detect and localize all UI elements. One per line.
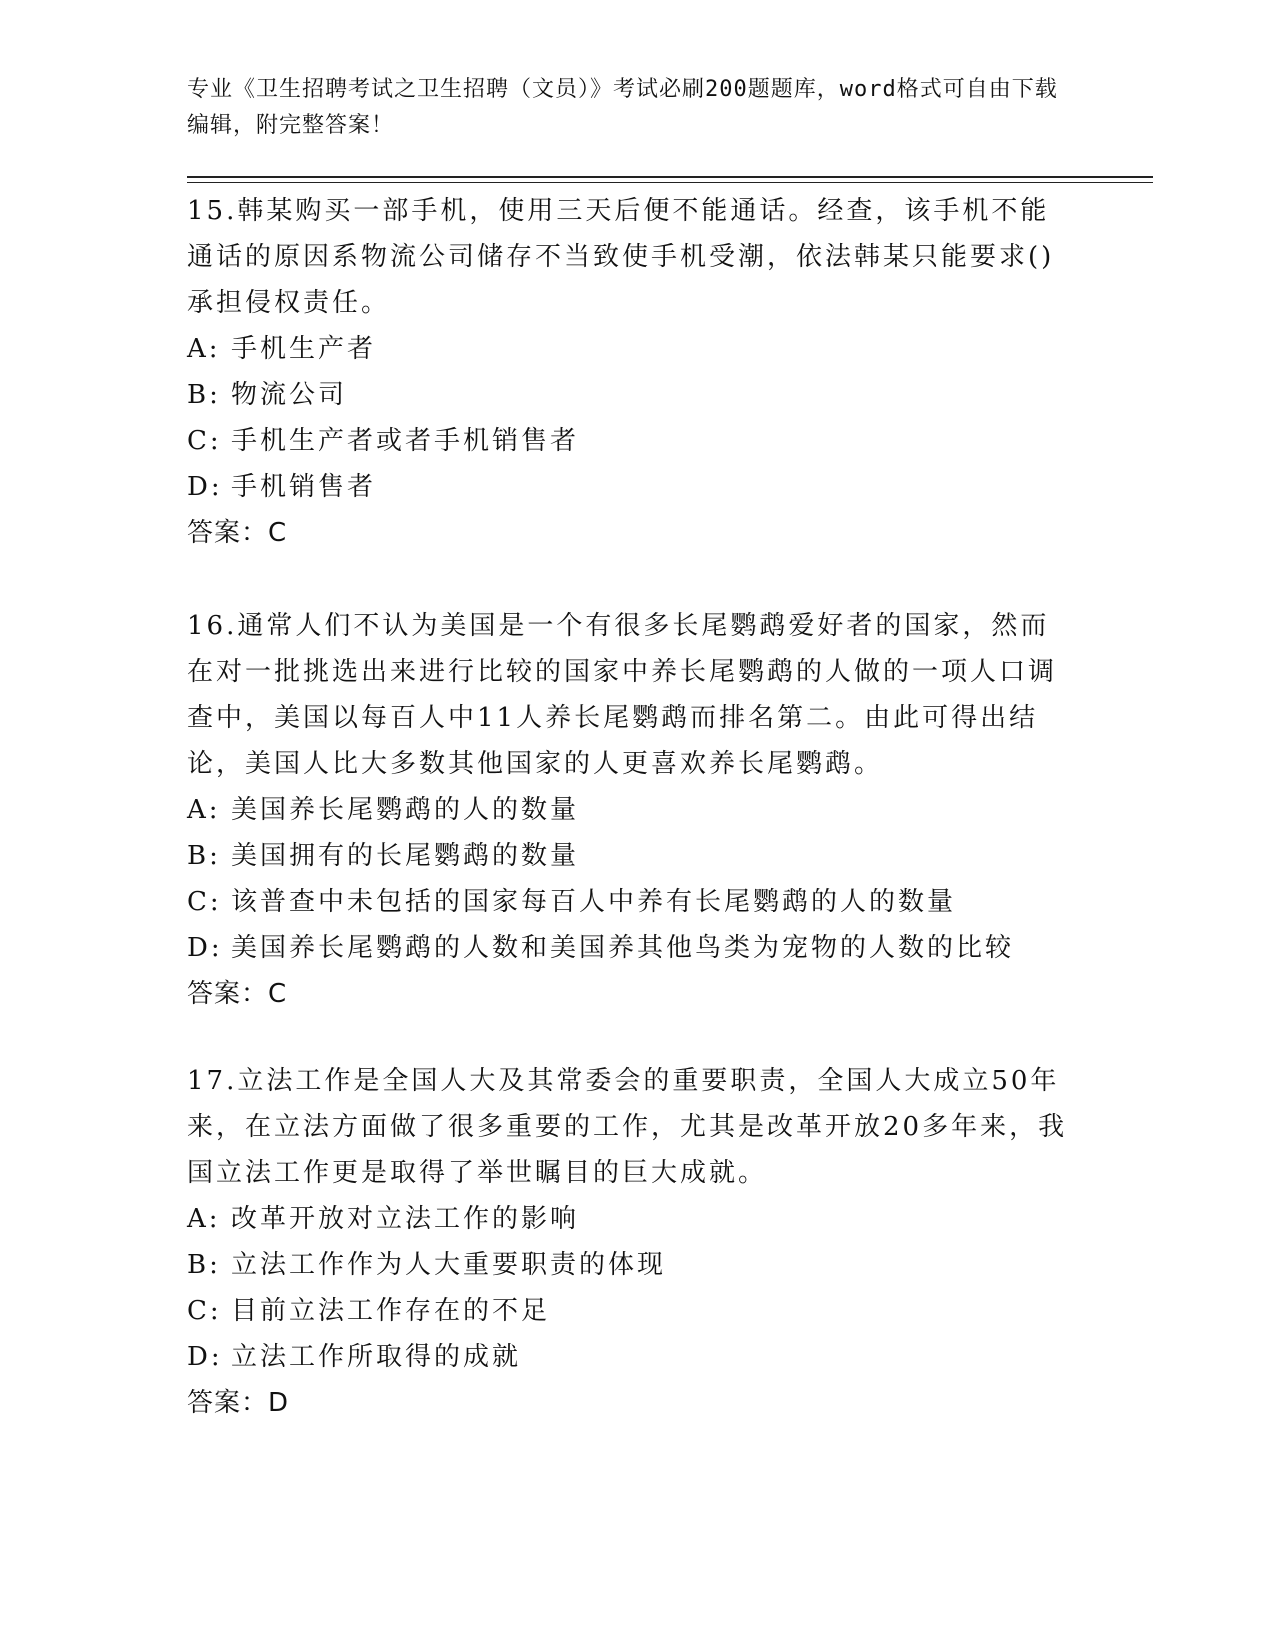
option-text: 物流公司	[231, 380, 348, 410]
option-b	[187, 372, 1077, 418]
question-16	[187, 603, 1077, 1017]
header-intro-text: 专业《卫生招聘考试之卫生招聘（文员）》考试必刷200题题库，word格式可自由下载编辑，附完整答案！	[187, 77, 1058, 138]
option-key: B:	[187, 380, 221, 410]
option-key: D:	[187, 1342, 223, 1372]
question-stem: 17.立法工作是全国人大及其常委会的重要职责，全国人大成立50年来，在立法方面做了很多重要的工作，尤其是改革开放20多年来，我国立法工作更是取得了举世瞩目的巨大成就。	[187, 1066, 1068, 1188]
header-divider-thin	[187, 182, 1153, 183]
option-b	[187, 833, 1077, 879]
option-c	[187, 1288, 1077, 1334]
question-17	[187, 1058, 1077, 1426]
option-a	[187, 326, 1077, 372]
option-key: D:	[187, 472, 223, 502]
header-divider-thick	[187, 176, 1153, 178]
question-stem: 15.韩某购买一部手机，使用三天后便不能通话。经查，该手机不能通话的原因系物流公司储存不当致使手机受潮，依法韩某只能要求()承担侵权责任。	[187, 196, 1055, 318]
option-text: 美国养长尾鹦鹉的人的数量	[231, 795, 580, 825]
option-text: 立法工作作为人大重要职责的体现	[231, 1250, 667, 1280]
option-d	[187, 1334, 1077, 1380]
option-text: 目前立法工作存在的不足	[231, 1296, 551, 1326]
option-d	[187, 464, 1077, 510]
option-key: B:	[187, 841, 221, 871]
option-text: 该普查中未包括的国家每百人中养有长尾鹦鹉的人的数量	[231, 887, 957, 917]
answer-line: 答案：C	[187, 979, 288, 1009]
option-c	[187, 418, 1077, 464]
option-key: A:	[187, 334, 221, 364]
option-a	[187, 787, 1077, 833]
option-text: 美国拥有的长尾鹦鹉的数量	[231, 841, 580, 871]
option-key: C:	[187, 426, 222, 456]
option-c	[187, 879, 1077, 925]
option-key: C:	[187, 887, 222, 917]
option-b	[187, 1242, 1077, 1288]
question-15	[187, 188, 1077, 556]
option-d	[187, 925, 1077, 971]
option-text: 手机生产者或者手机销售者	[231, 426, 580, 456]
option-text: 手机生产者	[231, 334, 377, 364]
option-key: A:	[187, 795, 221, 825]
answer-line: 答案：C	[187, 518, 288, 548]
option-key: A:	[187, 1204, 221, 1234]
document-header	[187, 72, 1067, 144]
option-key: D:	[187, 933, 223, 963]
answer-line: 答案：D	[187, 1388, 290, 1418]
option-a	[187, 1196, 1077, 1242]
option-text: 改革开放对立法工作的影响	[231, 1204, 580, 1234]
option-text: 立法工作所取得的成就	[231, 1342, 522, 1372]
question-stem: 16.通常人们不认为美国是一个有很多长尾鹦鹉爱好者的国家，然而在对一批挑选出来进行比较的国家中养长尾鹦鹉的人做的一项人口调查中，美国以每百人中11人养长尾鹦鹉而排名第二。由此可得出结论，美国人比大多数其他国家的人更喜欢养长尾鹦鹉。	[187, 611, 1058, 779]
option-key: B:	[187, 1250, 221, 1280]
option-key: C:	[187, 1296, 222, 1326]
option-text: 手机销售者	[231, 472, 377, 502]
option-text: 美国养长尾鹦鹉的人数和美国养其他鸟类为宠物的人数的比较	[231, 933, 1015, 963]
